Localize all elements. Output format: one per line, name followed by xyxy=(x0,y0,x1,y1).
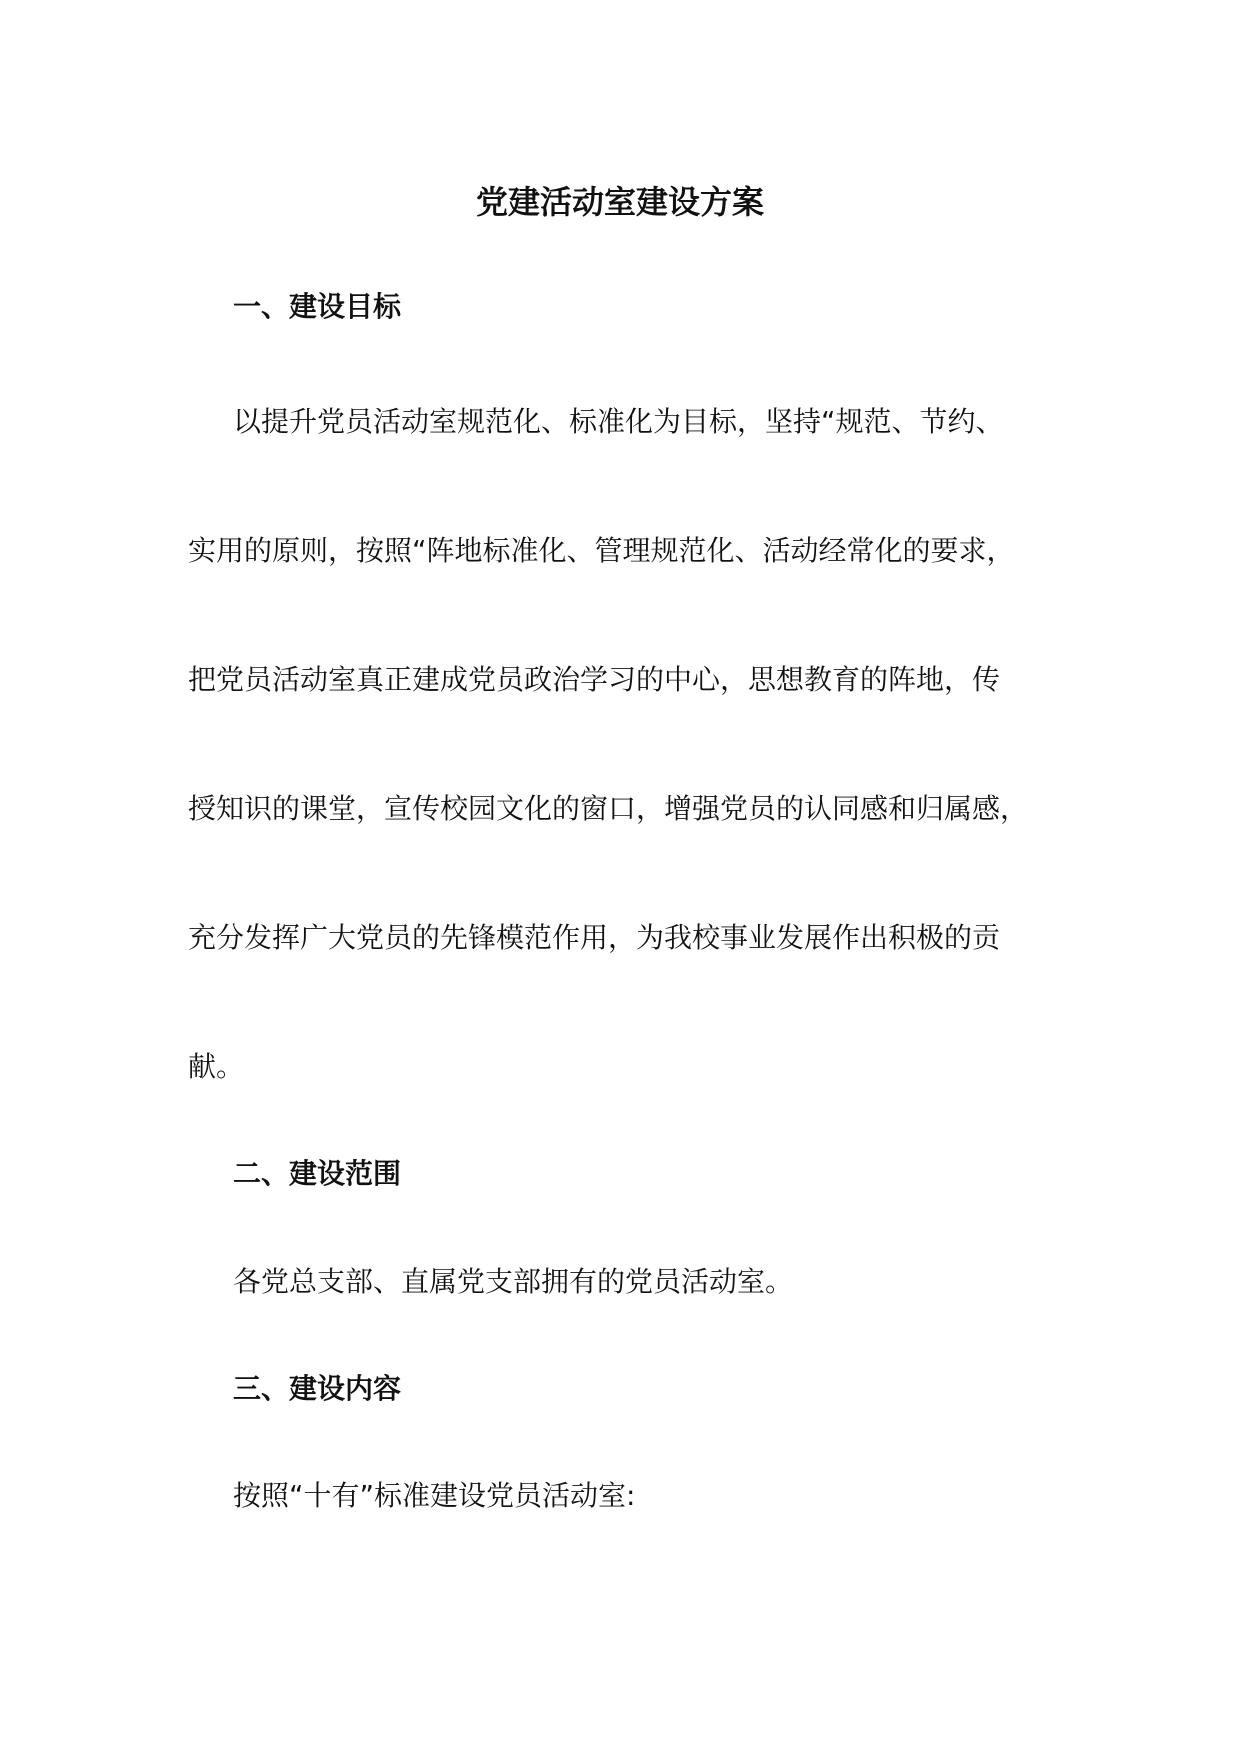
paragraph-line: 各党总支部、直属党支部拥有的党员活动室。 xyxy=(233,1265,794,1298)
paragraph-line: 实用的原则，按照“阵地标准化、管理规范化、活动经常化的要求， xyxy=(188,534,1015,567)
paragraph-line: 献。 xyxy=(188,1050,245,1083)
paragraph-line: 把党员活动室真正建成党员政治学习的中心，思想教育的阵地，传 xyxy=(188,663,1001,696)
paragraph-line: 按照“十有”标准建设党员活动室: xyxy=(233,1479,636,1512)
section-heading-scope: 二、建设范围 xyxy=(233,1157,402,1190)
paragraph-line: 授知识的课堂，宣传校园文化的窗口，增强党员的认同感和归属感， xyxy=(188,792,1029,825)
section-heading-content: 三、建设内容 xyxy=(233,1372,402,1405)
paragraph-line: 充分发挥广大党员的先锋模范作用，为我校事业发展作出积极的贡 xyxy=(188,921,1001,954)
paragraph-line: 以提升党员活动室规范化、标准化为目标，坚持“规范、节约、 xyxy=(233,405,1004,438)
document-title: 党建活动室建设方案 xyxy=(475,183,764,221)
section-heading-goals: 一、建设目标 xyxy=(233,290,402,323)
